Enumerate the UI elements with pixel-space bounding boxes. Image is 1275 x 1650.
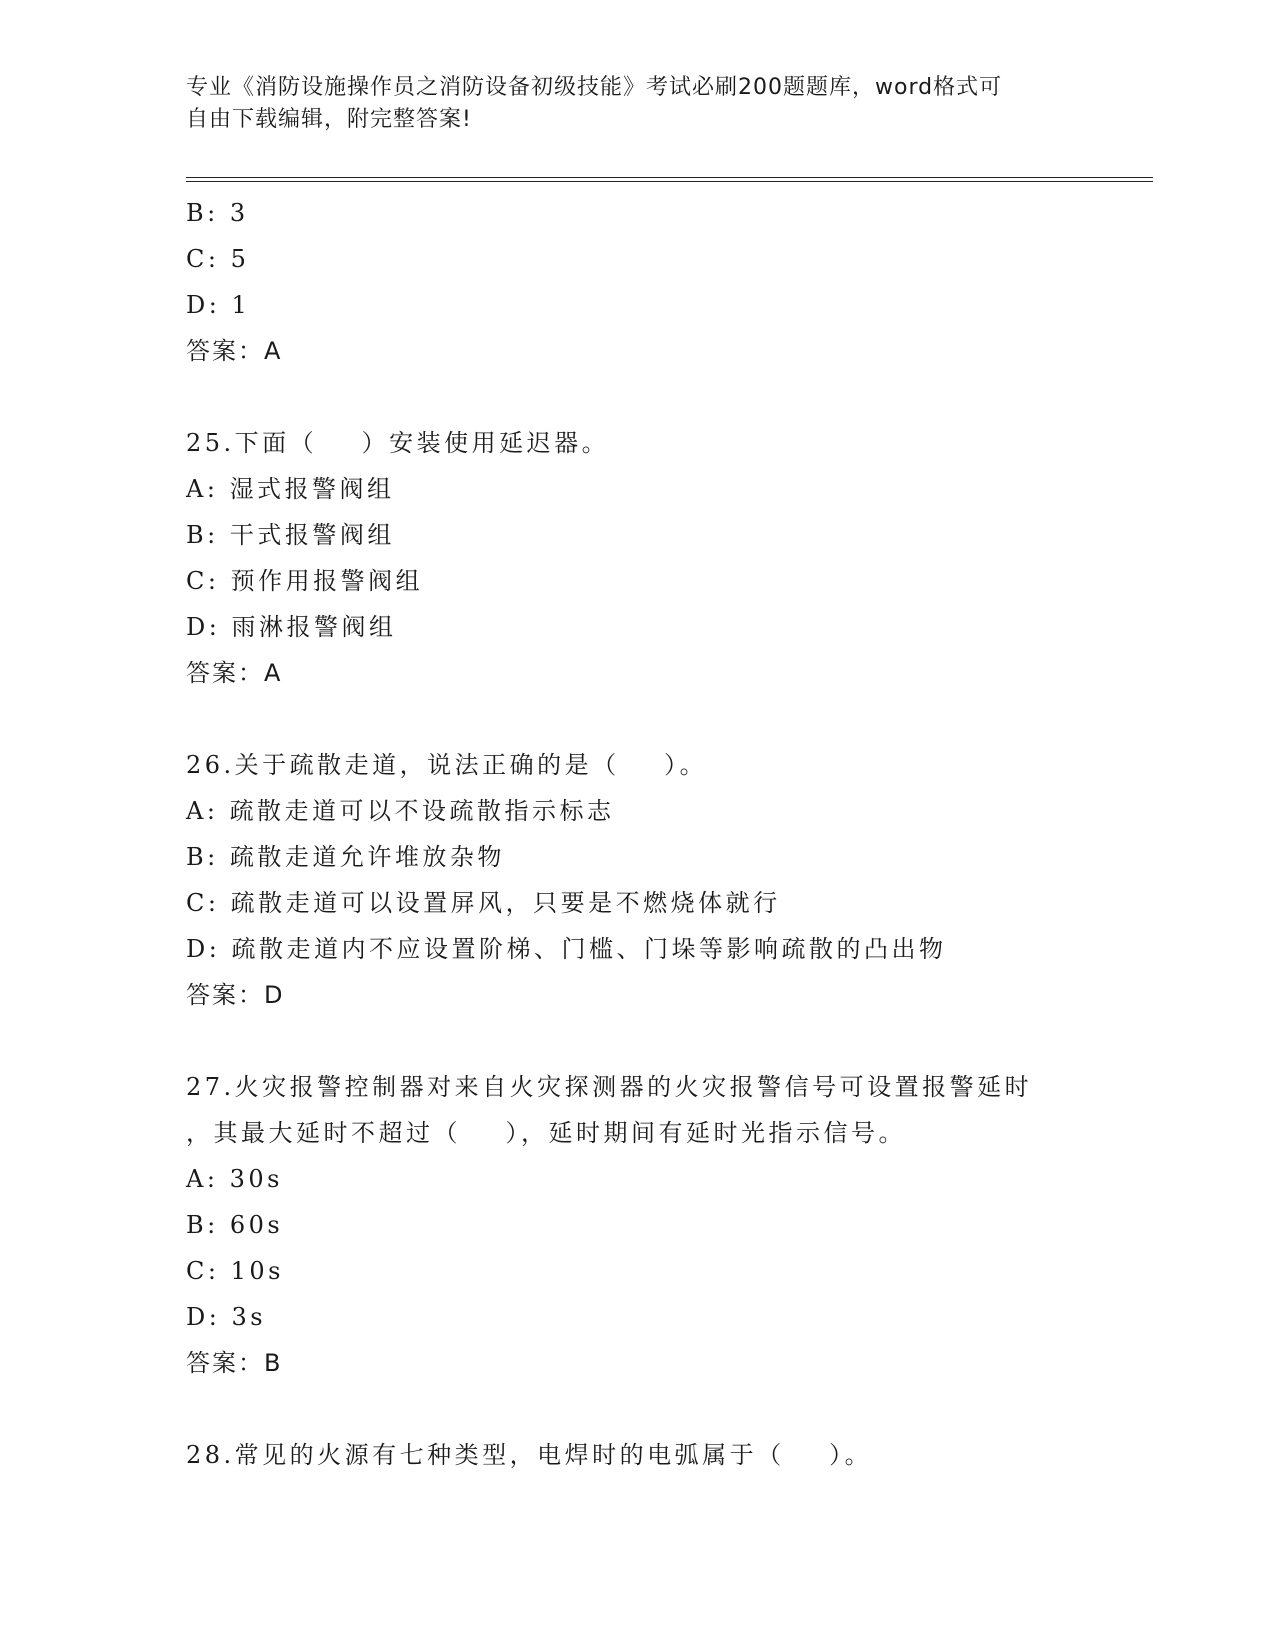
spacer: [186, 374, 1106, 420]
answer: 答案：D: [186, 981, 285, 1009]
option-d: D: 疏散走道内不应设置阶梯、门槛、门垛等影响疏散的凸出物: [186, 935, 947, 963]
question-stem: 26.关于疏散走道，说法正确的是（ ）。: [186, 751, 708, 779]
document-header: [186, 72, 1076, 136]
question-stem: 28.常见的火源有七种类型，电焊时的电弧属于（ ）。: [186, 1441, 873, 1469]
answer: 答案：A: [186, 659, 283, 687]
option-c: C: 10s: [186, 1257, 284, 1285]
question-stem: 25.下面（ ）安装使用延迟器。: [186, 429, 610, 457]
option-b: B: 疏散走道允许堆放杂物: [186, 843, 505, 871]
option-b: B: 3: [186, 199, 249, 227]
question-27: [186, 1064, 1106, 1386]
spacer: [186, 1018, 1106, 1064]
option-d: D: 1: [186, 291, 251, 319]
question-24-tail: [186, 190, 1106, 374]
option-c: C: 疏散走道可以设置屏风，只要是不燃烧体就行: [186, 889, 781, 917]
spacer: [186, 696, 1106, 742]
question-stem-line-1: 27.火灾报警控制器对来自火灾探测器的火灾报警信号可设置报警延时: [186, 1073, 1033, 1101]
question-stem-line-2: ，其最大延时不超过（ ），延时期间有延时光指示信号。: [186, 1119, 907, 1147]
option-b: B: 60s: [186, 1211, 284, 1239]
option-c: C: 5: [186, 245, 250, 273]
option-b: B: 干式报警阀组: [186, 521, 395, 549]
answer: 答案：B: [186, 1349, 283, 1377]
option-a: A: 30s: [186, 1165, 283, 1193]
header-line-1: 专业《消防设施操作员之消防设备初级技能》考试必刷200题题库，word格式可: [186, 75, 1003, 100]
option-a: A: 疏散走道可以不设疏散指示标志: [186, 797, 615, 825]
option-d: D: 3s: [186, 1303, 267, 1331]
option-c: C: 预作用报警阀组: [186, 567, 424, 595]
question-25: [186, 420, 1106, 696]
question-list: [186, 190, 1106, 1478]
header-line-2: 自由下载编辑，附完整答案!: [186, 107, 472, 132]
answer: 答案：A: [186, 337, 283, 365]
header-double-rule: [186, 177, 1153, 182]
question-26: [186, 742, 1106, 1018]
spacer: [186, 1386, 1106, 1432]
option-d: D: 雨淋报警阀组: [186, 613, 397, 641]
question-28: [186, 1432, 1106, 1478]
option-a: A: 湿式报警阀组: [186, 475, 395, 503]
